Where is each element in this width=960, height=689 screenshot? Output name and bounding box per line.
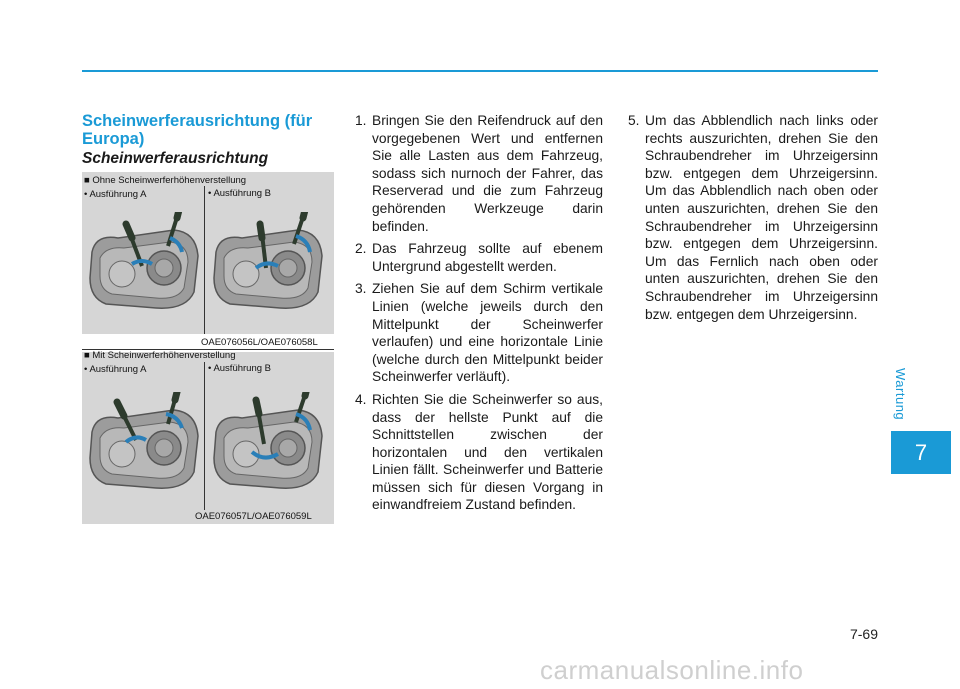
watermark: carmanualsonline.info: [540, 655, 804, 685]
panel-bottom-left-label: • Ausführung A: [84, 364, 147, 375]
step-text: Richten Sie die Scheinwerfer so aus, dass der hellste Punkt auf die Schnittstellen zwischen der horizontalen und den vertikalen Linien fällt. Scheinwerfer und Batterie müssen sich für diesen Vorgang in einwandfreiem Zustand befinden.: [372, 391, 603, 513]
panel-top-left-label: • Ausführung A: [84, 189, 147, 200]
panel-bottom-right-label: • Ausführung B: [208, 363, 272, 374]
step-item: [355, 240, 603, 275]
step-item: [355, 391, 603, 514]
figure-code-top: OAE076056L/OAE076058L: [201, 337, 318, 348]
headlight-figure: [82, 172, 334, 524]
step-number: 5.: [628, 113, 640, 128]
panel-top-right-label: • Ausführung B: [208, 188, 272, 199]
steps-column-1: [355, 112, 603, 519]
step-number: 1.: [355, 113, 367, 128]
headlight-b-bottom-illustration: [210, 392, 328, 496]
section-title: Scheinwerferausrichtung (für Europa): [82, 112, 313, 148]
panel-bottom-divider: [204, 362, 205, 510]
sub-title: Scheinwerferausrichtung: [82, 150, 269, 167]
step-number: 3.: [355, 281, 367, 297]
chapter-side-text: Wartung: [893, 368, 908, 421]
step-item: [355, 112, 603, 235]
panel-top-caption: ■ Ohne Scheinwerferhöhenverstellung: [84, 175, 247, 186]
headlight-a-bottom-illustration: [86, 392, 202, 496]
step-item: [355, 280, 603, 386]
step-number: 2.: [355, 241, 367, 257]
headlight-b-top-illustration: [210, 212, 328, 316]
steps-column-2: [628, 112, 878, 328]
step-number: 4.: [355, 391, 367, 407]
headlight-a-top-illustration: [86, 212, 202, 316]
step-text: Ziehen Sie auf dem Schirm vertikale Linien (welche jeweils durch den Mittelpunkt der Scheinwerfer verlaufen) und eine horizontale Linie (welche durch den Mittelpunkt beider Scheinwerfer verläuft).: [372, 281, 603, 385]
panel-top-divider: [204, 186, 205, 334]
step-text: Bringen Sie den Reifendruck auf den vorgegebenen Wert und entfernen Sie alle Lasten aus dem Fahrzeug, sodass sich nurnoch der Fahrer, das Reserverad und die zum Fahrzeug gehörenden Werkzeuge darin befinden.: [372, 113, 603, 234]
panel-bottom-caption: ■ Mit Scheinwerferhöhenverstellung: [84, 350, 236, 361]
step-item: [628, 112, 878, 323]
page-number: 7-69: [849, 626, 878, 642]
step-text: Das Fahrzeug sollte auf ebenem Untergrund abgestellt werden.: [372, 241, 603, 274]
figure-code-bottom: OAE076057L/OAE076059L: [195, 511, 312, 522]
header-rule: [82, 70, 878, 72]
step-text: Um das Abblendlich nach links oder rechts auszurichten, drehen Sie den Schraubendreher im Uhrzeigersinn bzw. entgegen dem Uhrzeigersinn. Um das Abblendlich nach oben oder unten auszurichten, drehen Sie den Schraubendreher im Uhrzeigersinn bzw. entgegen dem Uhrzeigersinn. Um das Fernlich nach oben oder unten auszurichten, drehen Sie den Schraubendreher im Uhrzeigersinn bzw. entgegen dem Uhrzeigersinn.: [645, 113, 878, 322]
chapter-side-label: [888, 368, 948, 428]
chapter-tab: 7: [891, 431, 951, 474]
